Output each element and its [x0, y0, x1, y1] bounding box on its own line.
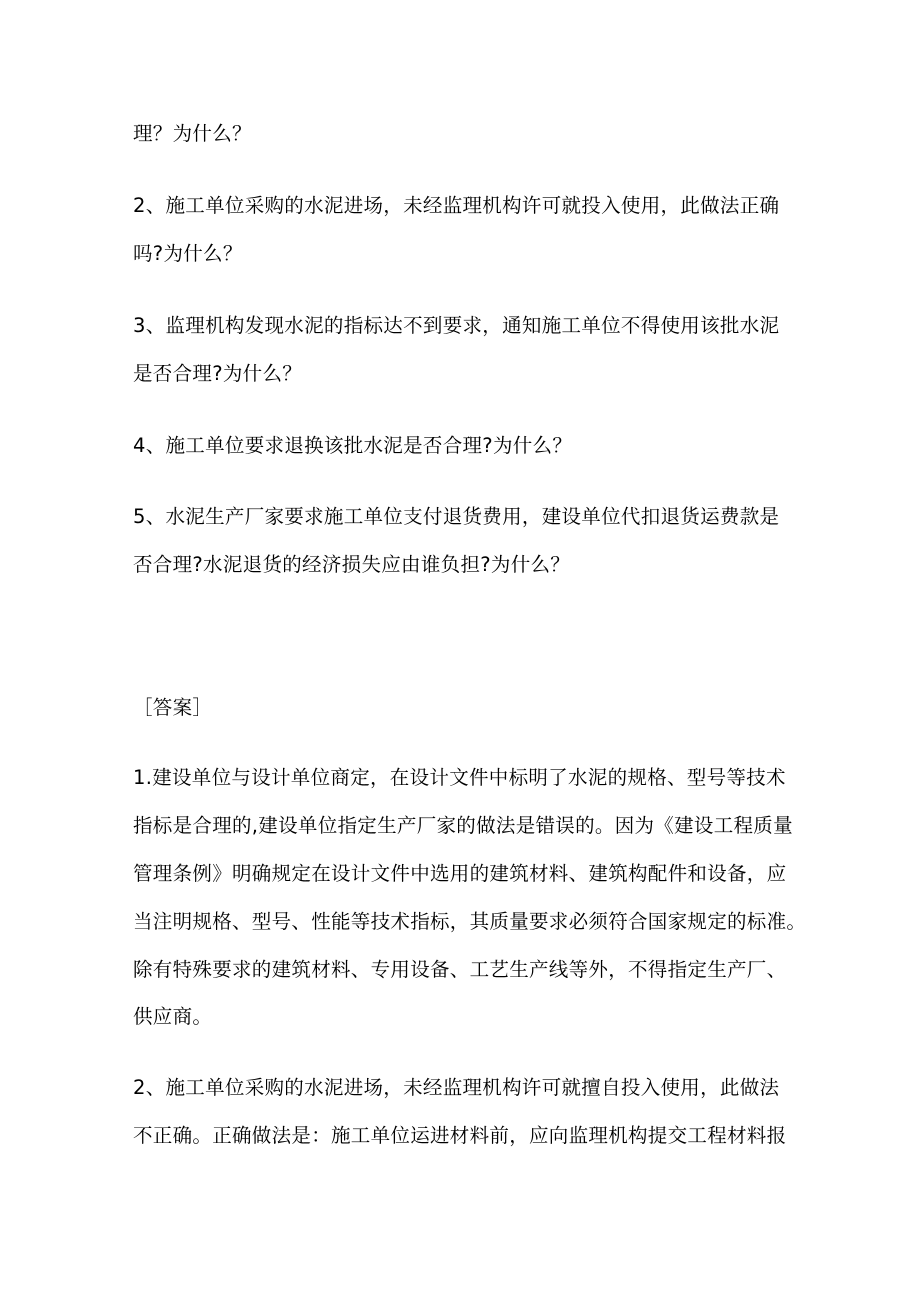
question-1-tail: 理？为什么？ [133, 122, 252, 145]
answer-2-line-2: 不正确。正确做法是：施工单位运进材料前，应向监理机构提交工程材料报 [133, 1124, 787, 1147]
answer-1-line-2: 指标是合理的,建设单位指定生产厂家的做法是错误的。因为《建设工程质量 [133, 814, 793, 837]
answer-1-line-5: 除有特殊要求的建筑材料、专用设备、工艺生产线等外，不得指定生产厂、 [133, 958, 787, 981]
answer-1-line-4: 当注明规格、型号、性能等技术指标，其质量要求必须符合国家规定的标准。 [133, 910, 807, 933]
answer-1-line-6: 供应商。 [133, 1005, 213, 1028]
question-3-line-2: 是否合理?为什么？ [133, 362, 303, 385]
question-5-line-2: 否合理?水泥退货的经济损失应由谁负担?为什么？ [133, 553, 571, 576]
question-2-line-2: 吗?为什么？ [133, 242, 243, 265]
question-3-line-1: 3、监理机构发现水泥的指标达不到要求，通知施工单位不得使用该批水泥 [133, 314, 780, 337]
question-2-line-1: 2、施工单位采购的水泥进场，未经监理机构许可就投入使用，此做法正确 [133, 194, 780, 217]
answer-2-line-1: 2、施工单位采购的水泥进场，未经监理机构许可就擅自投入使用，此做法 [133, 1076, 780, 1099]
answer-1-line-1: 1.建设单位与设计单位商定，在设计文件中标明了水泥的规格、型号等技术 [133, 766, 786, 789]
answer-1-line-3: 管理条例》明确规定在设计文件中选用的建筑材料、建筑构配件和设备，应 [133, 862, 787, 885]
answer-heading: ［答案］ [133, 696, 213, 719]
question-5-line-1: 5、水泥生产厂家要求施工单位支付退货费用，建设单位代扣退货运费款是 [133, 505, 780, 528]
question-4-line-1: 4、施工单位要求退换该批水泥是否合理?为什么？ [133, 434, 573, 457]
